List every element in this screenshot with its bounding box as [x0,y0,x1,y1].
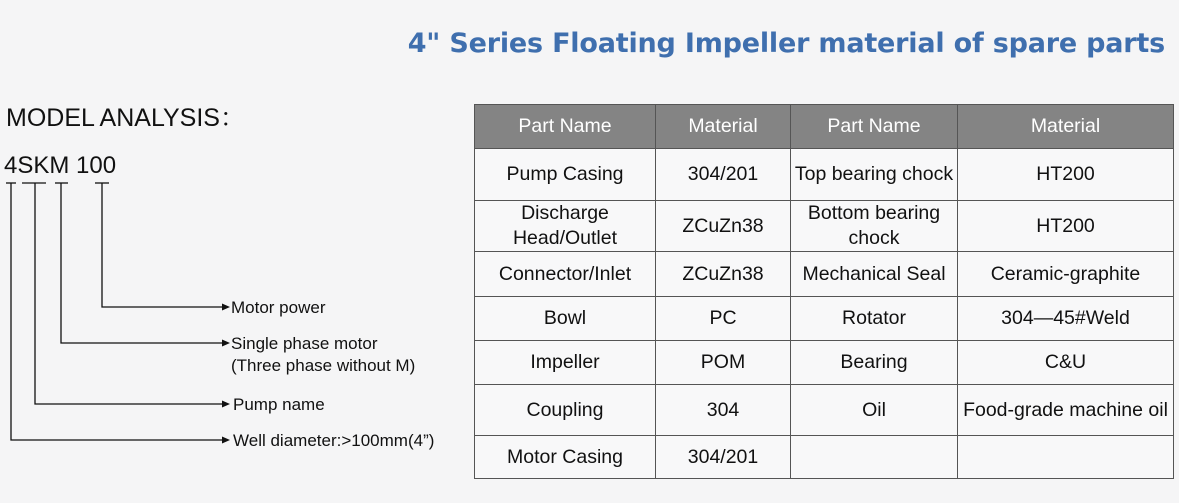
table-cell: 304/201 [656,149,791,201]
table-cell: 304 [656,385,791,436]
spare-parts-table [474,104,1174,479]
table-cell: Bottom bearing chock [791,201,958,252]
table-cell: 304—45#Weld [958,297,1174,341]
table-cell: Coupling [475,385,656,436]
callout-line: (Three phase without M) [231,356,416,375]
table-cell: Top bearing chock [791,149,958,201]
callout-line: Single phase motor [231,334,378,353]
callout-line: Motor power [231,298,326,317]
table-header-row [475,105,1174,149]
table-cell [958,436,1174,479]
table-row [475,149,1174,201]
callout-line: Well diameter:>100mm(4”) [233,431,435,450]
table-row [475,385,1174,436]
callout-single-phase-motor [231,333,415,377]
model-code: 4SKM 100 [4,152,117,179]
table-cell: Connector/Inlet [475,252,656,297]
table-cell: Ceramic-graphite [958,252,1174,297]
page-title: 4" Series Floating Impeller material of spare parts [407,28,1165,59]
table-cell: Mechanical Seal [791,252,958,297]
header-material: Material [958,105,1174,149]
callout-pump-name [233,394,325,416]
table-cell: HT200 [958,201,1174,252]
callout-line: Pump name [233,395,325,414]
table-cell [791,436,958,479]
table-cell: Discharge Head/Outlet [475,201,656,252]
table-cell: Bearing [791,341,958,385]
table-cell: Motor Casing [475,436,656,479]
table-row [475,297,1174,341]
table-cell: 304/201 [656,436,791,479]
table-cell: POM [656,341,791,385]
callout-motor-power [231,297,325,319]
table-row [475,436,1174,479]
table-cell: ZCuZn38 [656,252,791,297]
table-cell: Bowl [475,297,656,341]
table-row [475,201,1174,252]
table-cell: Food-grade machine oil [958,385,1174,436]
table-cell: PC [656,297,791,341]
table-cell: Pump Casing [475,149,656,201]
model-breakdown-diagram [0,0,480,503]
table-cell: Rotator [791,297,958,341]
table-cell: Impeller [475,341,656,385]
callout-well-diameter [233,430,434,452]
table-cell: C&U [958,341,1174,385]
header-material: Material [656,105,791,149]
table-row [475,252,1174,297]
header-part-name: Part Name [791,105,958,149]
table-row [475,341,1174,385]
header-part-name: Part Name [475,105,656,149]
table-cell: ZCuZn38 [656,201,791,252]
model-analysis-heading: MODEL ANALYSIS： [6,104,245,132]
table-cell: HT200 [958,149,1174,201]
table-cell: Oil [791,385,958,436]
